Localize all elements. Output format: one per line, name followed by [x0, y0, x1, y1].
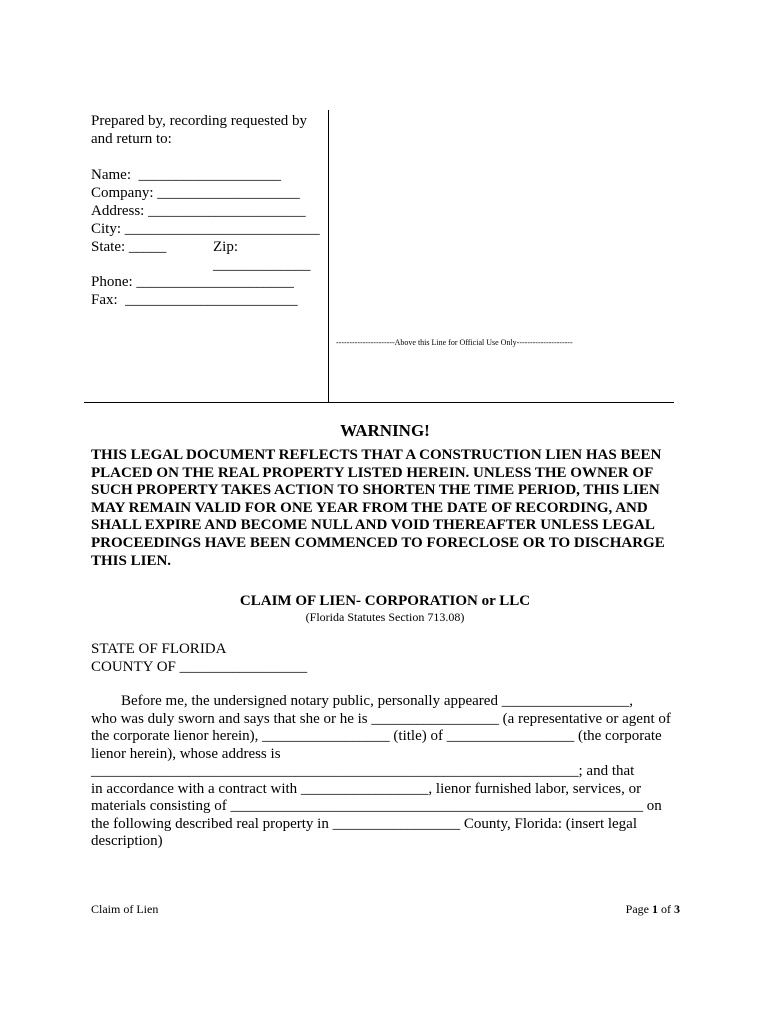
page-total: 3 — [674, 902, 680, 916]
official-use-line: ----------------------Above this Line for Official Use Only--------------------- — [336, 338, 573, 347]
header-vertical-divider — [328, 110, 329, 402]
claim-subtitle: (Florida Statutes Section 713.08) — [305, 610, 465, 624]
page-current: 1 — [652, 902, 658, 916]
venue-county: COUNTY OF _________________ — [91, 659, 308, 675]
body-line: in accordance with a contract with _________________, lienor furnished labor, services, or — [91, 781, 642, 797]
company-field: Company: ___________________ — [91, 185, 300, 201]
claim-title: CLAIM OF LIEN- CORPORATION or LLC — [239, 593, 531, 609]
page-number — [626, 902, 680, 917]
body-line: lienor herein), whose address is — [91, 746, 281, 762]
fax-field: Fax: _______________________ — [91, 292, 298, 308]
prepared-by-line-1: Prepared by, recording requested by — [91, 113, 308, 129]
warning-line: THIS LIEN. — [91, 552, 172, 569]
warning-line: THIS LEGAL DOCUMENT REFLECTS THAT A CONSTRUCTION LIEN HAS BEEN — [91, 447, 662, 463]
body-line: Before me, the undersigned notary public, personally appeared _________________, — [91, 693, 633, 709]
phone-field: Phone: _____________________ — [91, 274, 294, 290]
city-field: City: __________________________ — [91, 221, 320, 237]
warning-text — [91, 447, 691, 570]
page-of: of — [658, 902, 674, 916]
warning-line: SHALL EXPIRE AND BECOME NULL AND VOID THEREAFTER UNLESS LEGAL — [91, 517, 655, 534]
zip-field: _____________ — [213, 257, 311, 273]
body-line: description) — [91, 833, 163, 849]
body-line: materials consisting of _______________________________________________________ on — [91, 798, 662, 814]
body-line: the following described real property in _________________ County, Florida: (insert legal — [91, 816, 638, 832]
warning-line: PROCEEDINGS HAVE BEEN COMMENCED TO FORECLOSE OR TO DISCHARGE — [91, 534, 665, 551]
body-line: who was duly sworn and says that she or he is _________________ (a representative or agent of — [91, 711, 671, 727]
address-field: Address: _____________________ — [91, 203, 306, 219]
body-line: _________________________________________________________________; and that — [91, 763, 635, 779]
warning-line: SUCH PROPERTY TAKES ACTION TO SHORTEN THE TIME PERIOD, THIS LIEN — [91, 482, 660, 499]
warning-line: MAY REMAIN VALID FOR ONE YEAR FROM THE DATE OF RECORDING, AND — [91, 499, 648, 516]
header-horizontal-divider — [84, 402, 674, 403]
state-field: State: _____ — [91, 239, 167, 255]
name-field: Name: ___________________ — [91, 167, 281, 183]
zip-label: Zip: — [213, 239, 238, 255]
warning-title: WARNING! — [340, 421, 430, 440]
venue-state: STATE OF FLORIDA — [91, 641, 227, 657]
footer-doc-title: Claim of Lien — [91, 902, 159, 916]
prepared-by-line-2: and return to: — [91, 131, 172, 147]
page-prefix: Page — [625, 902, 652, 916]
warning-line: PLACED ON THE REAL PROPERTY LISTED HEREIN. UNLESS THE OWNER OF — [91, 464, 654, 481]
body-line: the corporate lienor herein), _________________ (title) of _________________ (the corporate — [91, 728, 662, 744]
